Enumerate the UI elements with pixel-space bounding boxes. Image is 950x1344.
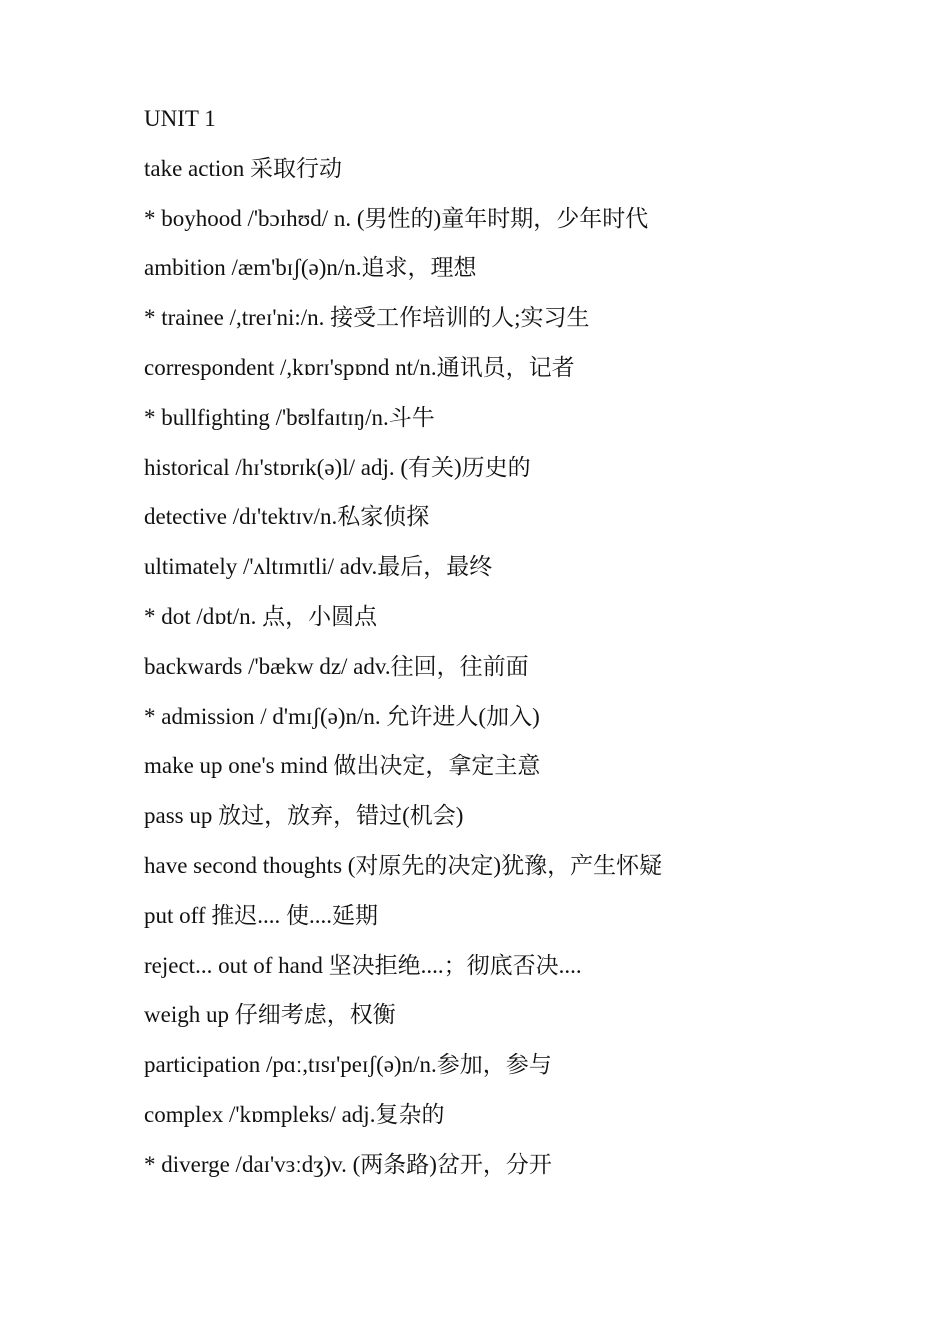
vocab-entry: put off 推迟.... 使....延期 xyxy=(144,902,379,928)
unit-title: UNIT 1 xyxy=(144,106,216,131)
vocab-entry: participation /pɑː,tɪsɪ'peɪʃ(ə)n/n.参加，参与 xyxy=(144,1052,552,1078)
vocab-entry: detective /dɪ'tektɪv/n.私家侦探 xyxy=(144,504,430,530)
vocab-entry: * dot /dɒt/n. 点，小圆点 xyxy=(144,603,378,629)
vocab-entry: make up one's mind 做出决定，拿定主意 xyxy=(144,753,541,779)
vocab-entry: * diverge /daɪ'vɜːdʒ)v. (两条路)岔开，分开 xyxy=(144,1151,552,1177)
vocab-entry: historical /hɪ'stɒrɪk(ə)l/ adj. (有关)历史的 xyxy=(144,454,531,480)
vocabulary-list xyxy=(144,97,904,1193)
vocab-entry: * boyhood /'bɔɪhʊd/ n. (男性的)童年时期，少年时代 xyxy=(144,205,649,231)
vocab-entry: have second thoughts (对原先的决定)犹豫，产生怀疑 xyxy=(144,852,663,878)
vocab-entry: * bullfighting /'bʊlfaɪtɪŋ/n.斗牛 xyxy=(144,404,435,430)
vocab-entry: ultimately /'ʌltɪmɪtli/ adv.最后，最终 xyxy=(144,554,493,580)
vocab-entry: weigh up 仔细考虑，权衡 xyxy=(144,1002,396,1028)
vocab-entry: * trainee /,treɪ'ni:/n. 接受工作培训的人;实习生 xyxy=(144,305,590,331)
vocab-entry: correspondent /,kɒrɪ'spɒnd nt/n.通讯员，记者 xyxy=(144,354,575,380)
vocab-entry: take action 采取行动 xyxy=(144,155,343,181)
vocab-entry: ambition /æm'bɪʃ(ə)n/n.追求，理想 xyxy=(144,255,477,281)
vocab-entry: pass up 放过，放弃，错过(机会) xyxy=(144,803,464,829)
vocab-entry: reject... out of hand 坚决拒绝....；彻底否决.... xyxy=(144,952,582,978)
vocab-entry: * admission / d'mɪʃ(ə)n/n. 允许进人(加入) xyxy=(144,703,540,729)
vocab-entry: complex /'kɒmpleks/ adj.复杂的 xyxy=(144,1101,445,1127)
vocab-entry: backwards /'bækw dz/ adv.往回，往前面 xyxy=(144,653,529,679)
